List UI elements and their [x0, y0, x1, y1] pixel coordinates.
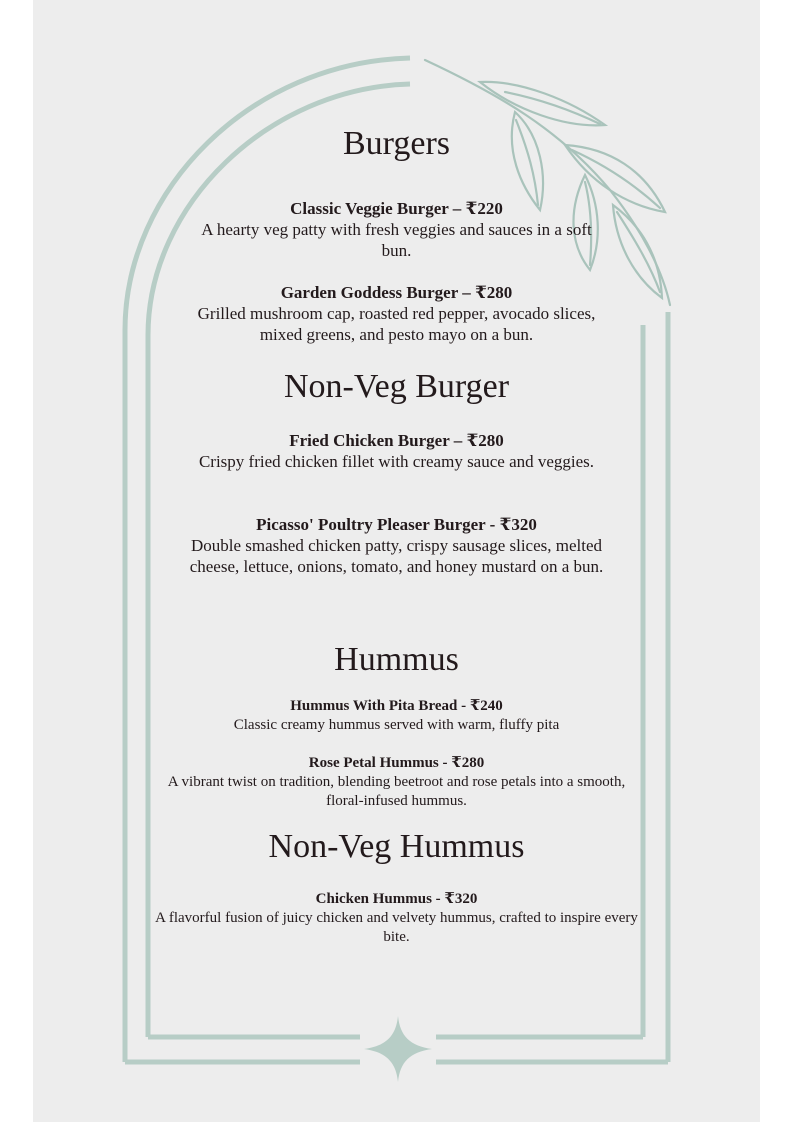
item-description: Grilled mushroom cap, roasted red pepper, avocado slices, mixed greens, and pesto mayo on a bun.: [197, 304, 596, 344]
section-title-hummus: Hummus: [334, 641, 459, 678]
item-description: A flavorful fusion of juicy chicken and velvety hummus, crafted to inspire every bite.: [155, 910, 638, 945]
item-description: Crispy fried chicken fillet with creamy sauce and veggies.: [198, 452, 595, 471]
menu-item-poultry-pleaser-burger: [185, 515, 608, 577]
item-name: Garden Goddess Burger – ₹280: [280, 283, 513, 302]
leaf-branch-icon: [425, 60, 670, 305]
menu-item-fried-chicken-burger: [185, 431, 608, 472]
item-name: Fried Chicken Burger – ₹280: [289, 431, 504, 450]
menu-item-rose-petal-hummus: [150, 754, 643, 811]
item-name: Classic Veggie Burger – ₹220: [290, 199, 503, 218]
item-name: Rose Petal Hummus - ₹280: [308, 755, 485, 771]
menu-item-hummus-with-pita: [150, 697, 643, 735]
item-description: Classic creamy hummus served with warm, fluffy pita: [233, 717, 560, 733]
item-description: A hearty veg patty with fresh veggies and sauces in a soft bun.: [201, 220, 592, 260]
item-name: Chicken Hummus - ₹320: [315, 891, 478, 907]
sparkle-star-icon: [364, 1016, 432, 1082]
item-name: Hummus With Pita Bread - ₹240: [290, 698, 503, 714]
item-description: A vibrant twist on tradition, blending beetroot and rose petals into a smooth, floral-infused hummus.: [167, 774, 626, 809]
item-name: Picasso' Poultry Pleaser Burger - ₹320: [256, 515, 537, 534]
menu-item-chicken-hummus: [150, 890, 643, 947]
item-description: Double smashed chicken patty, crispy sausage slices, melted cheese, lettuce, onions, tomato, and honey mustard on a bun.: [189, 536, 604, 576]
menu-item-classic-veggie-burger: [185, 199, 608, 261]
section-title-non-veg-burger: Non-Veg Burger: [283, 368, 510, 405]
section-title-non-veg-hummus: Non-Veg Hummus: [268, 828, 525, 865]
menu-item-garden-goddess-burger: [185, 283, 608, 345]
section-title-burgers: Burgers: [342, 125, 451, 162]
